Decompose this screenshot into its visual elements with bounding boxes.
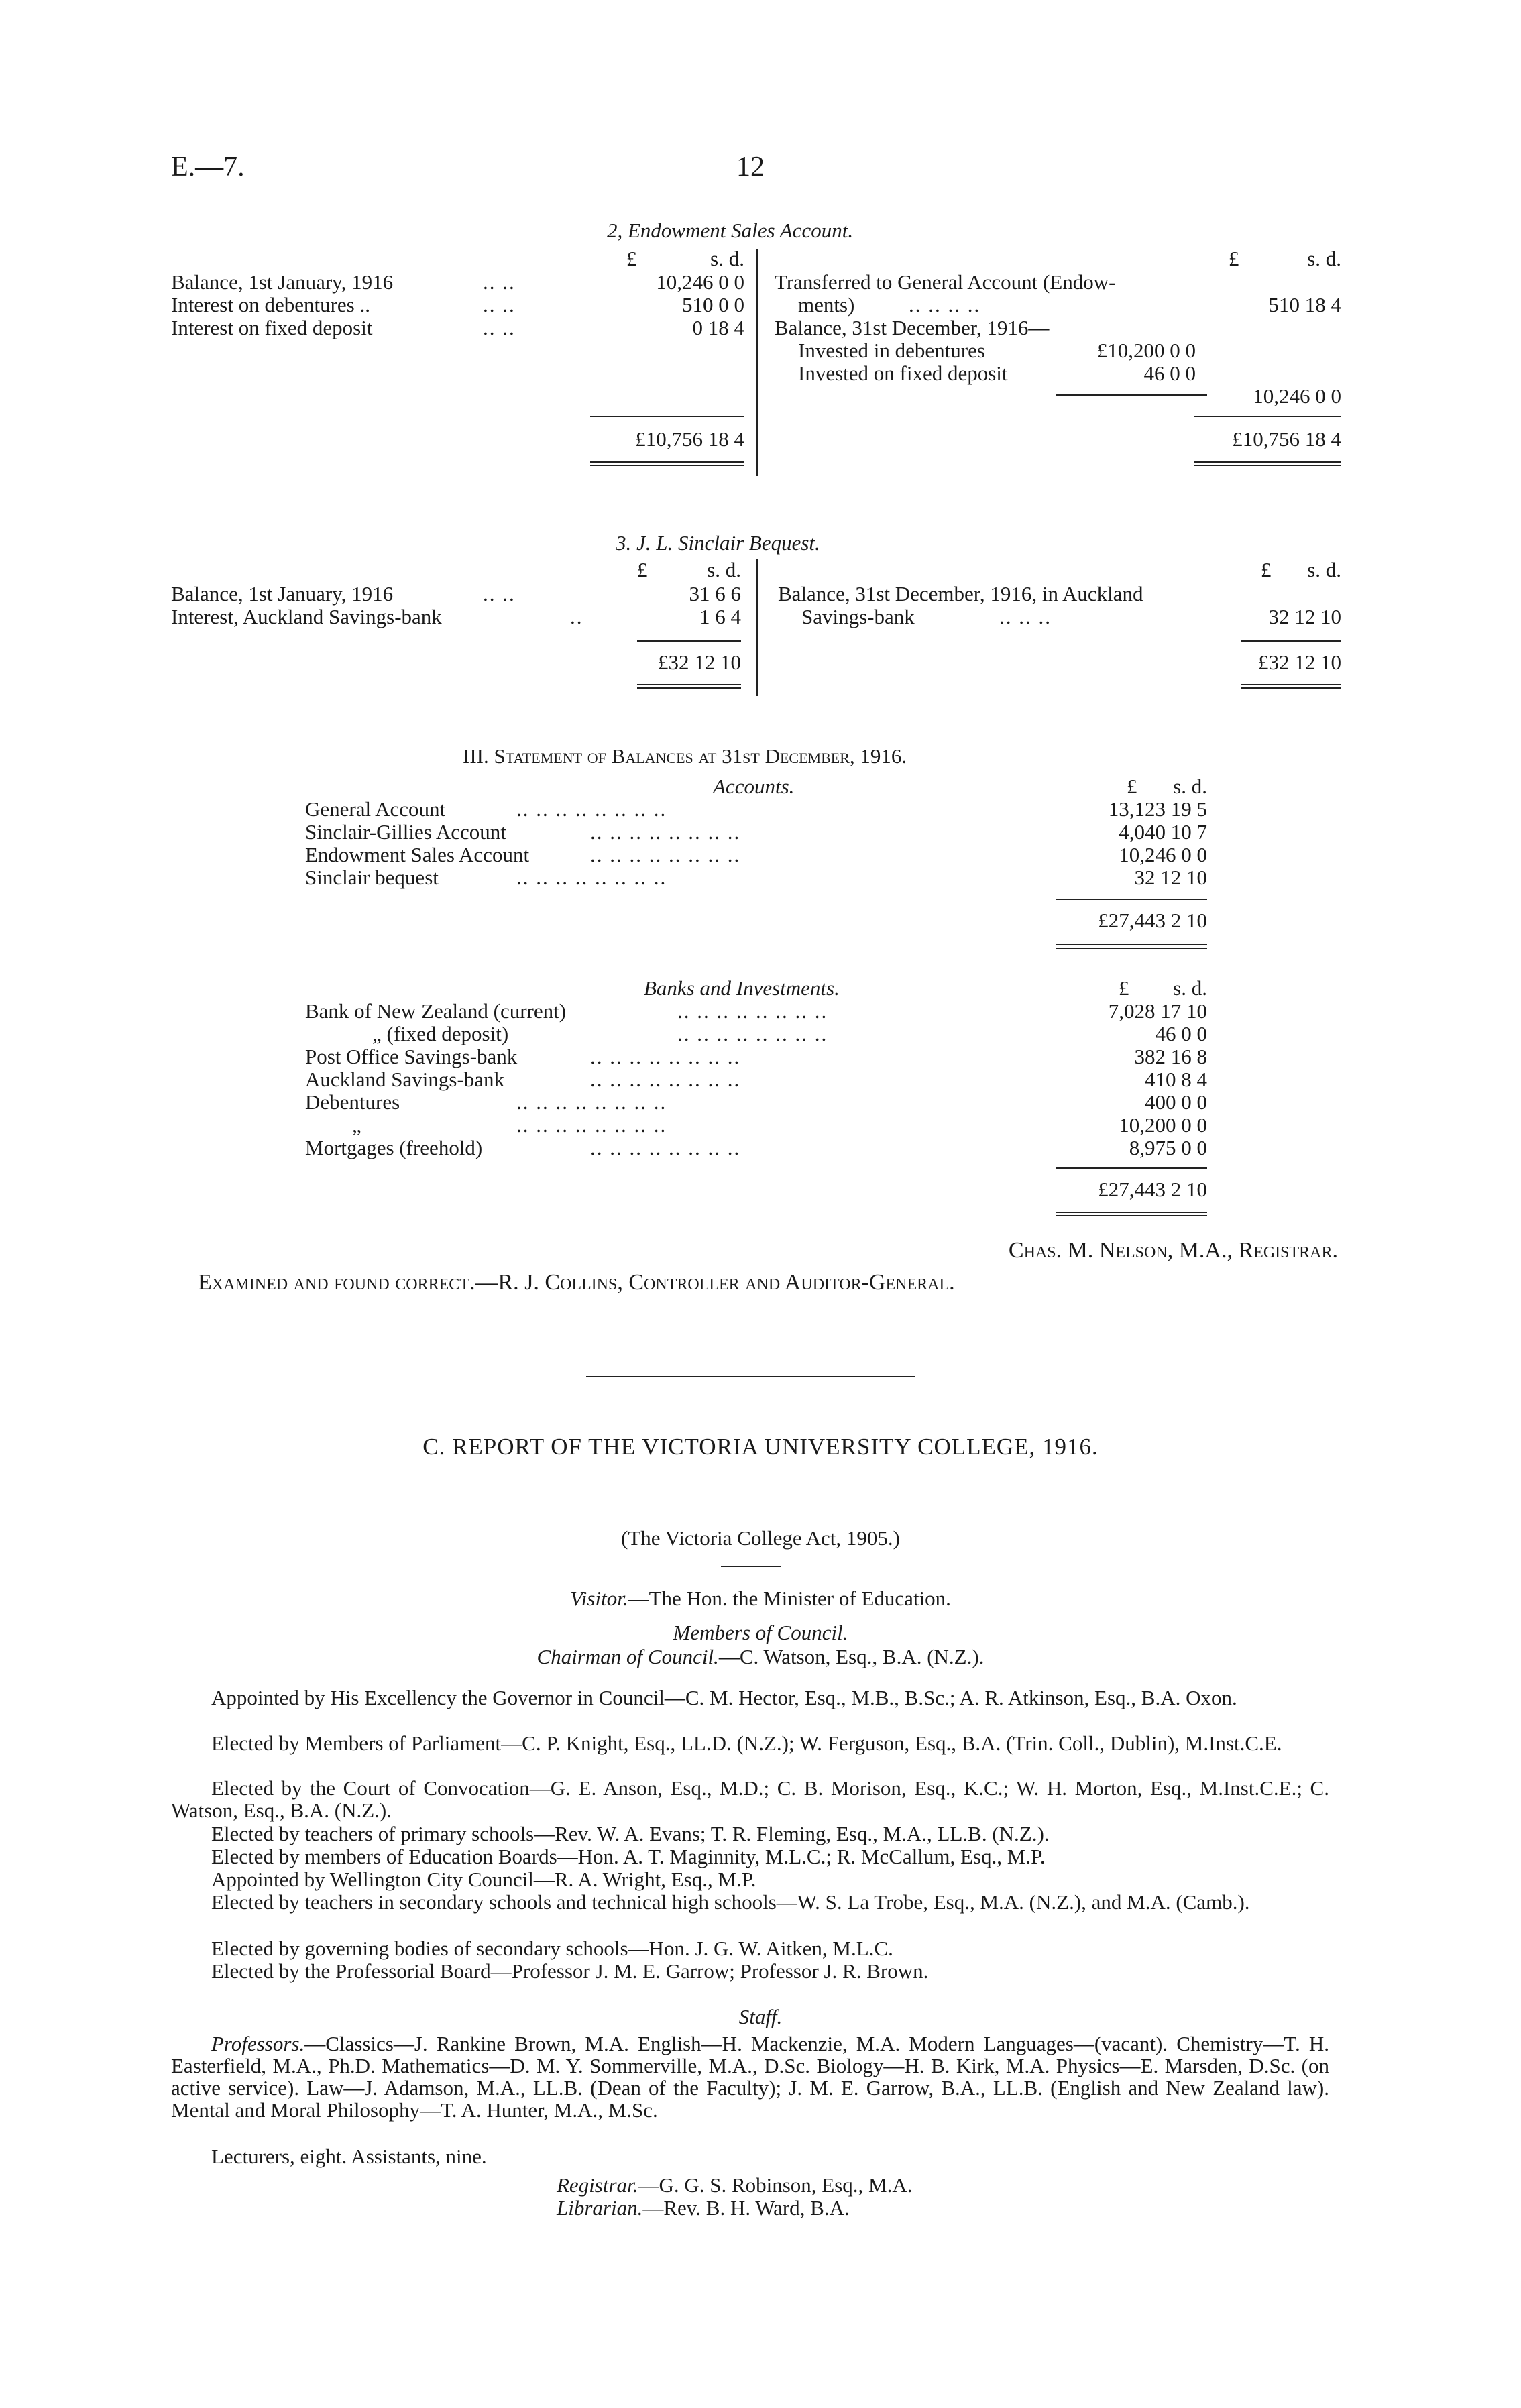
chairman-text: —C. Watson, Esq., B.A. (N.Z.). [718,1645,984,1668]
sinclair-left-sd-head: s. d. [707,558,741,581]
librarian-line [557,2197,850,2220]
endowment-left-pound-head: £ [626,247,637,270]
registrar-line [557,2174,913,2197]
total-double-rule [1241,684,1341,689]
leader-dots: .. .. .. .. .. .. .. .. [516,1113,667,1137]
librarian-text: —Rev. B. H. Ward, B.A. [642,2196,850,2220]
endowment-left-total: £10,756 18 4 [635,427,744,451]
page-number: 12 [736,152,765,182]
librarian-label: Librarian. [557,2196,643,2220]
total-double-rule [1056,1212,1207,1216]
bank-label: „ [352,1113,361,1137]
sinclair-right-total: £32 12 10 [1258,650,1341,674]
sinclair-right-line2: Savings-bank [801,605,915,628]
bank-amount: 8,975 0 0 [1129,1136,1207,1159]
professors-label: Professors. [211,2032,305,2055]
account-label: Sinclair-Gillies Account [305,820,506,844]
endowment-title: 2, Endowment Sales Account. [607,219,854,242]
endowment-left-sd-head: s. d. [710,247,744,270]
bank-amount: 10,200 0 0 [1119,1113,1207,1137]
endowment-left-amount: 510 0 0 [682,293,744,317]
leader-dots: .. .. .. .. .. .. .. .. [516,866,667,889]
document-reference: E.—7. [171,152,245,182]
endowment-left-label: Balance, 1st January, 1916 [171,270,394,294]
account-amount: 4,040 10 7 [1119,820,1207,844]
leader-dots: .. .. [483,316,516,339]
account-amount: 32 12 10 [1134,866,1207,889]
registrar-label: Registrar. [557,2173,638,2197]
statement-sd-head: s. d. [1173,976,1207,1000]
council-entry: Elected by teachers of primary schools—Rev. W. A. Evans; T. R. Fleming, Esq., M.A., LL.B. (N.Z.). [211,1822,1050,1845]
endowment-right-sub-label: Invested in debentures [798,339,985,362]
leader-dots: .. .. .. .. .. .. .. .. [677,1022,828,1045]
accounts-total: £27,443 2 10 [1098,909,1207,932]
account-label: Endowment Sales Account [305,843,530,866]
accounts-heading: Accounts. [713,775,795,798]
leader-dots: .. .. .. .. .. .. .. .. [516,1090,667,1114]
leader-dots: .. .. .. .. .. .. .. .. [590,1045,741,1068]
registrar-text: —G. G. S. Robinson, Esq., M.A. [638,2173,913,2197]
endowment-left-label: Interest on fixed deposit [171,316,373,339]
sinclair-title: 3. J. L. Sinclair Bequest. [616,531,820,555]
bank-label: Mortgages (freehold) [305,1136,483,1159]
endowment-left-amount: 0 18 4 [692,316,744,339]
subtotal-rule [590,416,744,417]
leader-dots: .. .. .. .. .. .. .. .. [590,843,741,866]
endowment-right-balance: 10,246 0 0 [1253,384,1341,408]
bank-label: Bank of New Zealand (current) [305,999,567,1023]
council-entry: Elected by the Court of Convocation—G. E. Anson, Esq., M.D.; C. B. Morison, Esq., K.C.; W. H. Morton, Esq., M.Inst.C.E.; C. Watson, Esq., B.A. (N.Z.). [171,1776,1329,1822]
subtotal-rule [1241,640,1341,642]
column-divider [756,249,758,476]
sinclair-right-line1: Balance, 31st December, 1916, in Auckland [778,582,1143,606]
endowment-right-sub-amount: 46 0 0 [1143,361,1196,385]
endowment-right-pound-head: £ [1229,247,1239,270]
banks-total: £27,443 2 10 [1098,1178,1207,1201]
total-double-rule [590,461,744,466]
council-entry: Appointed by Wellington City Council—R. A. Wright, Esq., M.P. [211,1868,756,1891]
account-label: Sinclair bequest [305,866,439,889]
sinclair-right-pound-head: £ [1261,558,1272,581]
leader-dots: .. .. .. .. .. .. .. .. [677,999,828,1023]
column-divider [756,559,758,696]
endowment-right-total: £10,756 18 4 [1232,427,1341,451]
professors-paragraph [171,2032,1329,2121]
council-entry: Appointed by His Excellency the Governor in Council—C. M. Hector, Esq., M.B., B.Sc.; A. R. Atkinson, Esq., B.A. Oxon. [211,1686,1237,1709]
endowment-right-sub-amount: £10,200 0 0 [1096,339,1196,362]
visitor-line [0,1587,1521,1610]
leader-dots: .. .. [483,293,516,317]
statement-sd-head: s. d. [1173,775,1207,798]
visitor-text: —The Hon. the Minister of Education. [628,1587,951,1610]
statement-pound-head: £ [1127,775,1137,798]
section-divider [586,1376,915,1377]
total-double-rule [1056,944,1207,949]
sinclair-left-amount: 31 6 6 [689,582,741,606]
sinclair-right-amount: 32 12 10 [1268,605,1341,628]
total-double-rule [637,684,741,689]
bank-label: Auckland Savings-bank [305,1068,505,1091]
report-title: C. REPORT OF THE VICTORIA UNIVERSITY COLLEGE, 1916. [422,1434,1098,1460]
council-entry: Elected by teachers in secondary schools and technical high schools—W. S. La Trobe, Esq., M.A. (N.Z.), and M.A. (Camb.). [211,1890,1250,1914]
total-double-rule [1194,461,1341,466]
registrar-signature: Chas. M. Nelson, M.A., Registrar. [1008,1238,1338,1263]
bank-label: Post Office Savings-bank [305,1045,518,1068]
endowment-right-sd-head: s. d. [1307,247,1341,270]
sinclair-left-amount: 1 6 4 [699,605,741,628]
subtotal-rule [637,640,741,642]
leader-dots: .. [570,605,583,628]
auditor-certification: Examined and found correct.—R. J. Collins, Controller and Auditor-General. [198,1270,955,1295]
council-entry: Elected by the Professorial Board—Professor J. M. E. Garrow; Professor J. R. Brown. [211,1959,929,1983]
endowment-left-label: Interest on debentures .. [171,293,370,317]
subtotal-rule [1194,416,1341,417]
leader-dots: .. .. .. .. .. .. .. .. [590,1136,741,1159]
subtotal-rule [1056,394,1207,396]
subtotal-rule [1056,899,1207,900]
council-entry: Elected by members of Education Boards—Hon. A. T. Maginnity, M.L.C.; R. McCallum, Esq., M.P. [211,1845,1046,1868]
banks-heading: Banks and Investments. [644,976,840,1000]
leader-dots: .. .. .. .. [909,293,981,317]
leader-dots: .. .. [483,582,516,606]
leader-dots: .. .. .. .. .. .. .. .. [590,1068,741,1091]
sinclair-left-label: Balance, 1st January, 1916 [171,582,394,606]
bank-label: „ (fixed deposit) [372,1022,509,1045]
statement-title: III. Statement of Balances at 31st December, 1916. [463,744,907,768]
account-label: General Account [305,797,446,821]
account-amount: 10,246 0 0 [1119,843,1207,866]
endowment-right-line2: ments) [798,293,855,317]
bank-amount: 46 0 0 [1155,1022,1207,1045]
chairman-label: Chairman of Council. [537,1645,719,1668]
bank-amount: 382 16 8 [1134,1045,1207,1068]
bank-label: Debentures [305,1090,400,1114]
endowment-left-amount: 10,246 0 0 [656,270,744,294]
sinclair-left-pound-head: £ [637,558,648,581]
staff-heading: Staff. [738,2005,783,2028]
endowment-right-line3: Balance, 31st December, 1916— [775,316,1050,339]
visitor-label: Visitor. [570,1587,628,1610]
leader-dots: .. .. [483,270,516,294]
sinclair-left-label: Interest, Auckland Savings-bank [171,605,442,628]
sinclair-right-sd-head: s. d. [1307,558,1341,581]
chairman-line [0,1646,1521,1668]
sinclair-left-total: £32 12 10 [658,650,741,674]
account-amount: 13,123 19 5 [1108,797,1207,821]
bank-amount: 400 0 0 [1145,1090,1207,1114]
lecturers-line: Lecturers, eight. Assistants, nine. [211,2144,487,2168]
council-entry: Elected by Members of Parliament—C. P. Knight, Esq., LL.D. (N.Z.); W. Ferguson, Esq., B.A. (Trin. Coll., Dublin), M.Inst.C.E. [211,1731,1282,1755]
professors-text: —Classics—J. Rankine Brown, M.A. English—H. Mackenzie, M.A. Modern Languages—(vacant). Chemistry—T. H. Easterfield, M.A., Ph.D. Mathematics—D. M. Y. Sommerville, M.A., D.Sc. Biology—H. B. Kirk, M.A. Physics—E. Marsden, D.Sc. (on active service). Law—J. Adamson, M.A., LL.B. (Dean of the Faculty); J. M. E. Garrow, B.A., LL.B. (English and New Zealand law). Mental and Moral Philosophy—T. A. Hunter, M.A., M.Sc. [171,2032,1329,2122]
subtotal-rule [1056,1167,1207,1169]
endowment-right-line1: Transferred to General Account (Endow- [775,270,1116,294]
leader-dots: .. .. .. .. .. .. .. .. [516,797,667,821]
leader-dots: .. .. .. [999,605,1052,628]
bank-amount: 410 8 4 [1145,1068,1207,1091]
endowment-right-sub-label: Invested on fixed deposit [798,361,1008,385]
leader-dots: .. .. .. .. .. .. .. .. [590,820,741,844]
short-rule [721,1566,781,1567]
endowment-right-amount: 510 18 4 [1268,293,1341,317]
council-entry: Elected by governing bodies of secondary schools—Hon. J. G. W. Aitken, M.L.C. [211,1937,893,1960]
report-act: (The Victoria College Act, 1905.) [621,1526,900,1550]
members-heading: Members of Council. [673,1621,848,1644]
statement-pound-head: £ [1119,976,1129,1000]
bank-amount: 7,028 17 10 [1108,999,1207,1023]
